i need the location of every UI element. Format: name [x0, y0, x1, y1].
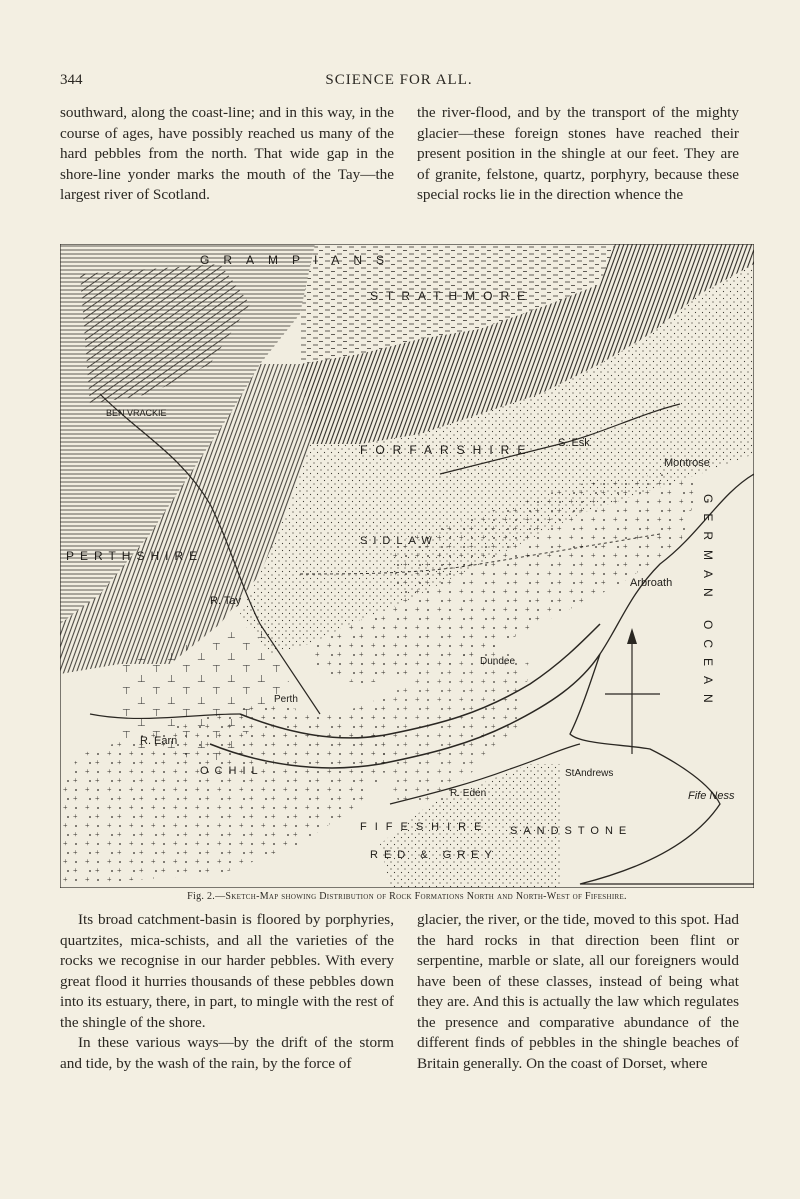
- label-river-earn: R. Earn: [140, 735, 178, 747]
- label-river-tay: R. Tay: [210, 595, 241, 607]
- text-column-bottom-left: [60, 910, 394, 1074]
- paragraph: Its broad catchment-basin is floored by porphyries, quartzites, mica-schists, and all the varieties of the rocks we recognise in our harder pebbles. With every great flood it hurries thousands of these pebbles down into its estuary, there, in part, to mingle with the rest of the shingle of the shore.: [60, 911, 394, 1031]
- page-header: [60, 72, 738, 94]
- label-strathmore: STRATHMORE: [370, 289, 534, 303]
- label-river-eden: R. Eden: [450, 788, 487, 799]
- page-number: 344: [60, 72, 83, 88]
- label-ochil: OCHIL: [200, 765, 264, 777]
- text-column-bottom-right: [417, 910, 739, 1074]
- label-fifeshire: FIFESHIRE: [360, 821, 490, 833]
- running-title: SCIENCE FOR ALL.: [325, 72, 473, 88]
- label-fife-ness: Fife Ness: [688, 790, 735, 802]
- label-german-ocean: GERMAN OCEAN: [701, 494, 715, 713]
- label-ben-vrackie: BEN VRACKIE: [106, 408, 167, 418]
- label-perthshire: PERTHSHIRE: [66, 549, 204, 563]
- paragraph: In these various ways—by the drift of the storm and tide, by the wash of the rain, by the force of: [60, 1034, 394, 1072]
- label-forfarshire: FORFARSHIRE: [360, 443, 534, 457]
- paragraph: glacier, the river, or the tide, moved to this spot. Had the hard rocks in that direction been flint or serpentine, marble or slate, all our foreigners would have been of these classes, instead of being what they are. And this is actually the law which regulates the presence and comparative abundance of the different finds of pebbles in the shingle beaches of Britain generally. On the coast of Dorset, where: [417, 911, 739, 1072]
- caption-text: Sketch-Map showing Distribution of Rock Formations North and North-West of Fifeshire.: [225, 891, 627, 902]
- text-column-top-right: [417, 103, 739, 206]
- text-column-top-left: [60, 103, 394, 206]
- label-red-grey: RED & GREY: [370, 849, 498, 861]
- label-sidlaw: SIDLAW: [360, 535, 438, 547]
- label-dundee: Dundee: [480, 656, 516, 667]
- label-grampians: GRAMPIANS: [200, 253, 399, 267]
- paragraph: the river-flood, and by the transport of the mighty glacier—these foreign stones have reached their present position in the shingle at our feet. They are of granite, felstone, quartz, porphyry, because these special rocks lie in the direction whence the: [417, 104, 739, 203]
- label-arbroath: Arbroath: [630, 577, 673, 589]
- paragraph: southward, along the coast-line; and in this way, in the course of ages, have possibly reached us many of the hard pebbles from the north. That wide gap in the shore-line yonder marks the mouth of the Tay—the largest river of Scotland.: [60, 104, 394, 203]
- label-sandstone: SANDSTONE: [510, 825, 633, 837]
- label-montrose: Montrose: [664, 457, 710, 469]
- label-perth: Perth: [274, 694, 298, 705]
- sketch-map: [60, 244, 754, 888]
- label-st-andrews: StAndrews: [565, 768, 614, 779]
- caption-prefix: Fig. 2.—: [187, 891, 226, 902]
- label-south-esk: S. Esk: [558, 437, 590, 449]
- figure-caption: [60, 891, 754, 902]
